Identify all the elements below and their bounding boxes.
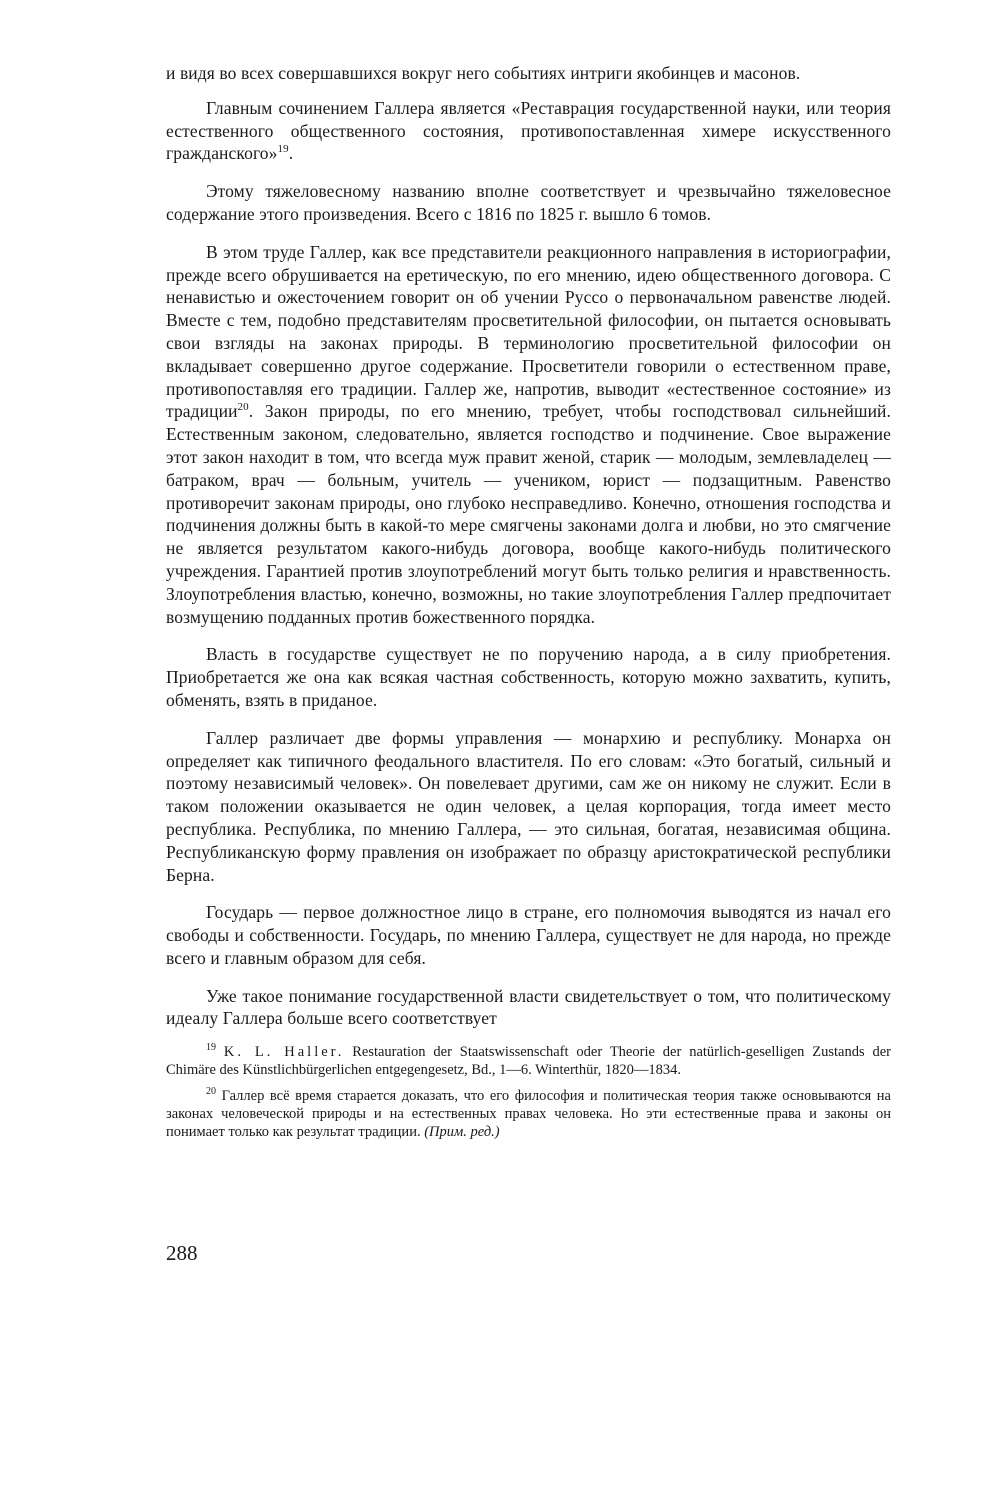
paragraph-social-contract-part2: . Закон природы, по его мнению, требует, чтобы господствовал сильнейший. Естественным законом, следовательно, является господство и подчинение. Свое выражение этот закон находит в том, что всегда муж правит женой, старик — молодым, землевладелец — батраком, врач — больным, учитель — учеником, юрист — подзащитным. Равенство противоречит законам природы, оно глубоко несправедливо. Конечно, отношения господства и подчинения должны быть в какой-то мере смягчены законами долга и любви, но это смягчение не является результатом какого-нибудь договора, вообще какого-нибудь политического учреждения. Гарантией против злоупотреблений могут быть только религия и нравственность. Злоупотребления властью, конечно, возможны, но такие злоупотребления Галлер предпочитает возмущению подданных против божественного порядка. [166,401,891,627]
paragraph-social-contract-part1: В этом труде Галлер, как все представители реакционного направления в историографии, прежде всего обрушивается на еретическую, по его мнению, идею общественного договора. С ненавистью и ожесточением говорит он об учении Руссо о первоначальном равенстве людей. Вместе с тем, подобно представителям просветительной философии, он пытается основывать свои взгляды на законах природы. В терминологию просветительной философии он вкладывает совершенно другое содержание. Просветители говорили о естественном праве, противопоставляя его традиции. Галлер же, напротив, выводит «естественное состояние» из традиции [166,241,891,422]
footnote-19-number: 19 [206,1042,216,1054]
footnote-19-author: K. L. Haller. [223,1044,345,1061]
paragraph-social-contract [166,241,891,629]
paragraph-forms-of-rule: Галлер различает две формы управления — монархию и республику. Монарха он определяет как типичного феодального властителя. По его словам: «Это богатый, сильный и поэтому независимый человек». Он повелевает другими, сам же он никому не служит. Если в таком положении оказывается не один человек, а целая корпорация, тогда имеет место республика. Республика, по мнению Галлера, — это сильная, богатая, независимая община. Республиканскую форму правления он изображает по образцу аристократической республики Берна. [166,727,891,885]
main-text [166,62,891,1030]
paragraph-continued: и видя во всех совершавшихся вокруг него событиях интриги якобинцев и масонов. [166,63,801,83]
footnote-ref-20: 20 [237,401,249,414]
page-number: 288 [166,1241,198,1265]
paragraph-main-work-text: Главным сочинением Галлера является «Реставрация государственной науки, или теория естественного общественного состояния, противопоставленная химере искусственного гражданского» [166,97,891,164]
paragraph-ideal: Уже такое понимание государственной власти свидетельствует о том, что политическому идеалу Галлера больше всего соответствует [166,985,891,1029]
paragraph-main-work-end: . [288,143,294,164]
paragraph-title-weight: Этому тяжеловесному названию вполне соответствует и чрезвычайно тяжеловесное содержание этого произведения. Всего с 1816 по 1825 г. вышло 6 томов. [166,181,891,224]
footnote-19-text: Restauration der Staatswissenschaft oder Theorie der natürlich-geselligen Zustands der Chimäre des Künstlichbürgerlichen entgegengesetz, Bd., 1—6. Winterthür, 1820—1834. [166,1044,892,1078]
paragraph-sovereign: Государь — первое должностное лицо в стране, его полномочия выводятся из начал его свободы и собственности. Государь, по мнению Галлера, существует не для народа, но прежде всего и главным образом для себя. [166,902,891,968]
paragraph-main-work [166,97,891,165]
footnote-19 [166,1044,891,1079]
footnote-20-text: Галлер всё время старается доказать, что его философия и политическая теория также основываются на законах человеческой природы и на естественных правах человека. Но эти естественные права и законы он понимает только как результат традиции. [166,1088,891,1140]
footnotes [166,1044,891,1141]
footnote-ref-19: 19 [277,143,289,156]
footnote-20-number: 20 [206,1086,216,1098]
footnote-20 [166,1088,891,1141]
paragraph-power: Власть в государстве существует не по поручению народа, а в силу приобретения. Приобретается же она как всякая частная собственность, которую можно захватить, купить, обменять, взять в приданое. [166,644,891,710]
footnote-20-editor-note: (Прим. ред.) [424,1123,500,1140]
page-content [166,62,891,1141]
